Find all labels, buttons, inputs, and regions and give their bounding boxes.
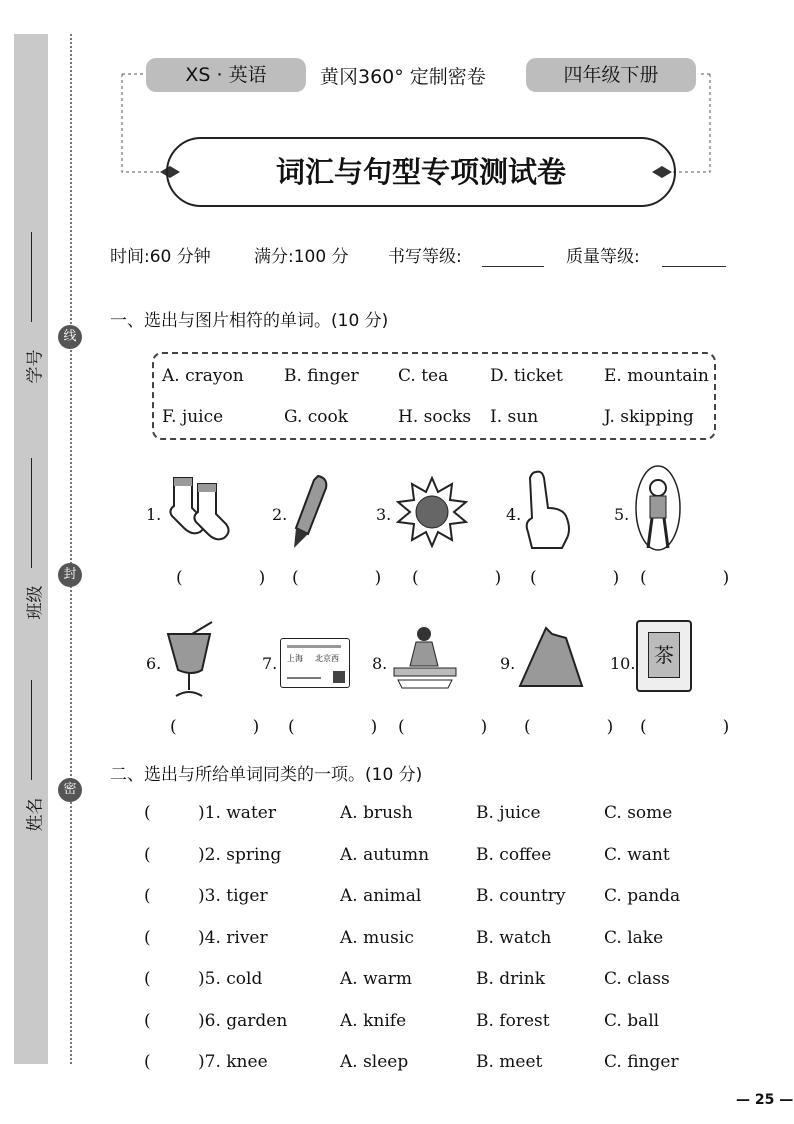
item-number: 3. (376, 505, 392, 524)
choice-a: A. music (340, 928, 414, 948)
crayon-icon (292, 472, 332, 552)
score-info: 满分:100 分 (254, 247, 349, 267)
cut-line (70, 34, 72, 1064)
option-c: C. tea (398, 366, 449, 386)
answer-blank-2[interactable]: ( ) (292, 568, 396, 588)
title-box (166, 137, 676, 207)
seal-xian: 线 (58, 325, 82, 349)
option-d: D. ticket (490, 366, 563, 386)
choice-b: B. meet (476, 1052, 543, 1072)
item-number: 7. (262, 654, 278, 673)
answer-paren[interactable]: ( (144, 1052, 151, 1072)
option-f: F. juice (162, 407, 224, 427)
answer-blank-3[interactable]: ( ) (412, 568, 516, 588)
choice-a: A. sleep (340, 1052, 409, 1072)
question-word: )6. garden (198, 1011, 288, 1031)
answer-paren[interactable]: ( (144, 928, 151, 948)
option-h: H. socks (398, 407, 472, 427)
answer-blank-9[interactable]: ( ) (524, 717, 628, 737)
choice-c: C. ball (604, 1011, 660, 1031)
ticket-icon (280, 638, 350, 688)
question-word: )7. knee (198, 1052, 268, 1072)
quality-grade-label: 质量等级: (566, 247, 640, 267)
item-number: 9. (500, 654, 516, 673)
question-word: )1. water (198, 803, 276, 823)
option-j: J. skipping (604, 407, 694, 427)
class-blank-line (31, 458, 32, 568)
subject-pill: XS · 英语 (146, 58, 306, 92)
item-number: 8. (372, 654, 388, 673)
answer-blank-6[interactable]: ( ) (170, 717, 274, 737)
answer-blank-4[interactable]: ( ) (530, 568, 634, 588)
option-g: G. cook (284, 407, 349, 427)
sun-icon (396, 476, 468, 548)
grade-pill: 四年级下册 (526, 58, 696, 92)
question-word: )4. river (198, 928, 268, 948)
name-blank-line (31, 680, 32, 780)
finger-icon (520, 468, 576, 550)
choice-a: A. autumn (340, 845, 430, 865)
item-number: 1. (146, 505, 162, 524)
tea-label: 茶 (648, 632, 680, 678)
choice-c: C. lake (604, 928, 664, 948)
seal-mi: 密 (58, 778, 82, 802)
skipping-icon (632, 462, 684, 558)
choice-c: C. want (604, 845, 670, 865)
choice-b: B. juice (476, 803, 541, 823)
choice-b: B. drink (476, 969, 545, 989)
tea-icon (636, 620, 692, 692)
item-number: 4. (506, 505, 522, 524)
choice-a: A. warm (340, 969, 413, 989)
writing-grade-blank[interactable] (482, 266, 544, 267)
answer-blank-10[interactable]: ( ) (640, 717, 744, 737)
question-word: )2. spring (198, 845, 282, 865)
id-blank-line (31, 232, 32, 322)
answer-paren[interactable]: ( (144, 803, 151, 823)
question-word: )3. tiger (198, 886, 268, 906)
series-title: 黄冈360° 定制密卷 (320, 66, 486, 88)
choice-c: C. class (604, 969, 670, 989)
choice-b: B. coffee (476, 845, 552, 865)
socks-icon (164, 472, 234, 542)
answer-paren[interactable]: ( (144, 886, 151, 906)
page-number: — 25 — (736, 1092, 794, 1108)
choice-c: C. some (604, 803, 673, 823)
item-number: 5. (614, 505, 630, 524)
answer-blank-1[interactable]: ( ) (176, 568, 280, 588)
writing-grade-label: 书写等级: (388, 247, 462, 267)
option-e: E. mountain (604, 366, 709, 386)
answer-paren[interactable]: ( (144, 969, 151, 989)
choice-c: C. panda (604, 886, 681, 906)
option-b: B. finger (284, 366, 359, 386)
page-title: 词汇与句型专项测试卷 (275, 155, 566, 189)
mountain-icon (516, 624, 584, 688)
choice-a: A. brush (340, 803, 413, 823)
quality-grade-blank[interactable] (662, 266, 726, 267)
student-id-label: 学号 (25, 349, 46, 384)
choice-c: C. finger (604, 1052, 679, 1072)
ticket-to: 北京西 (315, 654, 339, 663)
choice-b: B. forest (476, 1011, 550, 1031)
answer-blank-5[interactable]: ( ) (640, 568, 744, 588)
item-number: 2. (272, 505, 288, 524)
ticket-from: 上海 (287, 654, 303, 663)
choice-b: B. watch (476, 928, 552, 948)
choice-a: A. knife (340, 1011, 407, 1031)
name-label: 姓名 (25, 797, 46, 832)
choice-a: A. animal (340, 886, 422, 906)
answer-paren[interactable]: ( (144, 845, 151, 865)
question-word: )5. cold (198, 969, 263, 989)
seal-feng: 封 (58, 563, 82, 587)
answer-blank-7[interactable]: ( ) (288, 717, 392, 737)
answer-blank-8[interactable]: ( ) (398, 717, 502, 737)
juice-icon (162, 620, 218, 704)
time-info: 时间:60 分钟 (110, 247, 211, 267)
section2-heading: 二、选出与所给单词同类的一项。(10 分) (110, 765, 423, 785)
class-label: 班级 (25, 585, 46, 620)
answer-paren[interactable]: ( (144, 1011, 151, 1031)
item-number: 10. (610, 654, 636, 673)
option-a: A. crayon (162, 366, 244, 386)
choice-b: B. country (476, 886, 566, 906)
section1-heading: 一、选出与图片相符的单词。(10 分) (110, 311, 389, 331)
item-number: 6. (146, 654, 162, 673)
cook-icon (390, 624, 460, 690)
option-i: I. sun (490, 407, 539, 427)
